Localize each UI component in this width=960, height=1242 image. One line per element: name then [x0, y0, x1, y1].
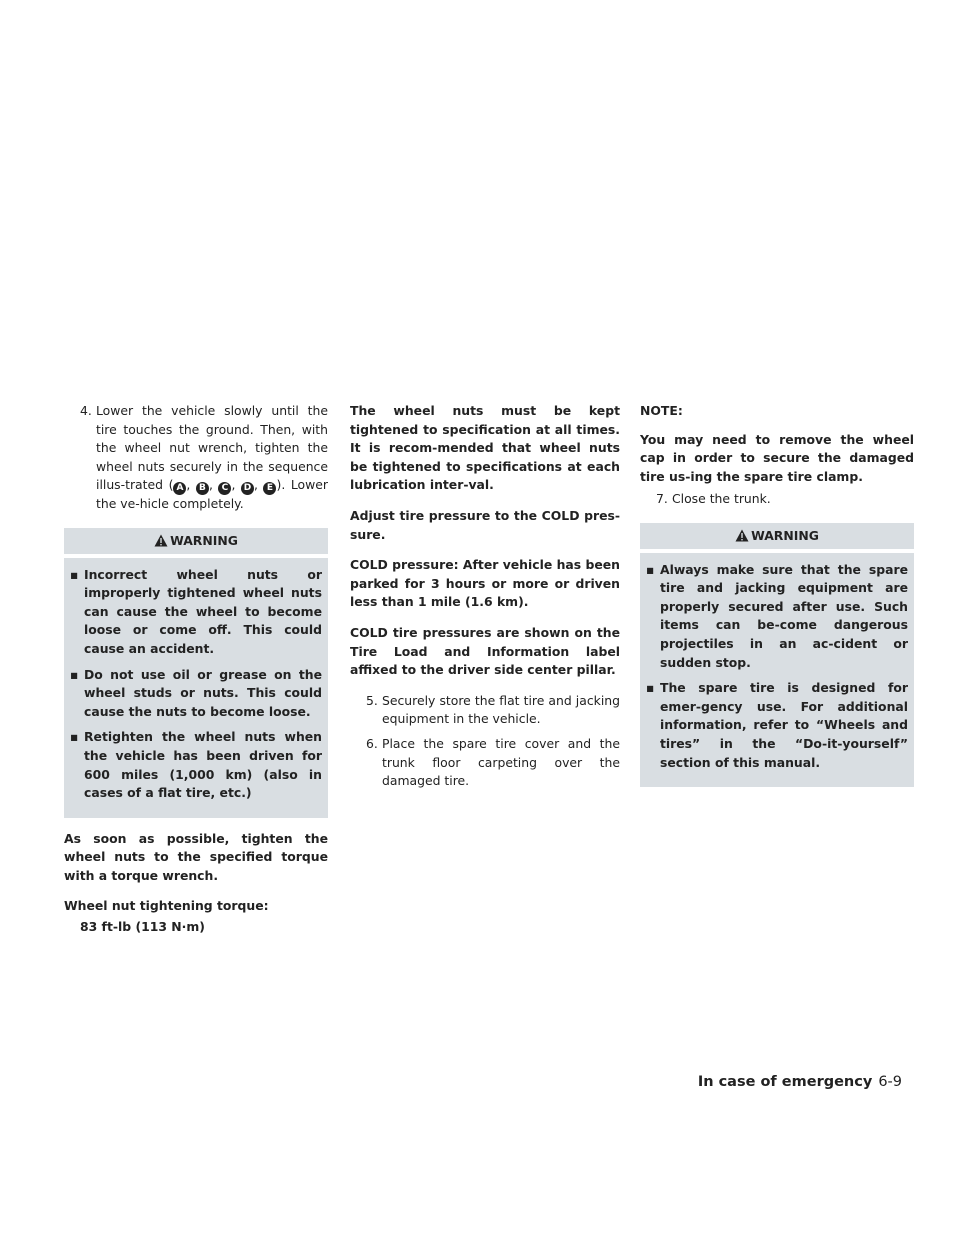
paragraph-tightened: The wheel nuts must be kept tightened to specification at all times. It is recom-mended that wheel nuts be tightened to specifications at each lubrication inter-val.	[350, 403, 620, 493]
step-text-a: Lower the vehicle slowly until the tire touches the ground. Then, with the wheel nut wrench, tighten the wheel nuts securely in the sequence illus-trated (	[96, 403, 328, 493]
torque-label: Wheel nut tightening torque:	[64, 898, 269, 914]
paragraph-cold-label: COLD tire pressures are shown on the Tire Load and Information label affixed to the driver side center pillar.	[350, 624, 620, 678]
column-2	[350, 402, 620, 797]
warning-item: ▪ Do not use oil or grease on the wheel studs or nuts. This could cause the nuts to become loose.	[70, 666, 322, 719]
warning-item: ▪ Incorrect wheel nuts or improperly tightened wheel nuts can cause the wheel to become loose or come off. This could cause an accident.	[70, 566, 322, 656]
warning-heading: WARNING	[640, 523, 914, 553]
torque-value: 83 ft-lb (113 N·m)	[80, 919, 205, 935]
step-5: 5. Securely store the flat tire and jacking equipment in the vehicle.	[366, 692, 620, 727]
warning-item: ▪ The spare tire is designed for emer-gency use. For additional information, refer to “Wheels and tires” in the “Do-it-yourself” section of this manual.	[646, 680, 908, 770]
warning-triangle-icon	[154, 534, 168, 547]
marker-b-icon: B	[196, 482, 209, 495]
step-number: 4.	[80, 403, 92, 418]
torque-paragraph: As soon as possible, tighten the wheel nuts to the specified torque with a torque wrench.	[64, 830, 328, 883]
marker-e-icon: E	[263, 482, 276, 495]
warning-item: ▪ Always make sure that the spare tire and jacking equipment are properly secured after use. Such items can be-come dangerous projectiles in an ac-cident or sudden stop.	[646, 561, 908, 670]
marker-c-icon: C	[218, 482, 231, 495]
step-6: 6. Place the spare tire cover and the trunk floor carpeting over the damaged tire.	[366, 735, 620, 789]
marker-d-icon: D	[241, 482, 254, 495]
paragraph-adjust-pressure: Adjust tire pressure to the COLD pres-sure.	[350, 507, 620, 542]
marker-a-icon: A	[173, 482, 186, 495]
page-number: 6-9	[878, 1074, 902, 1090]
note-text: You may need to remove the wheel cap in order to secure the damaged tire us-ing the spare tire clamp.	[640, 431, 914, 484]
warning-item: ▪ Retighten the wheel nuts when the vehicle has been driven for 600 miles (1,000 km) (also in cases of a flat tire, etc.)	[70, 729, 322, 801]
warning-triangle-icon	[735, 529, 749, 542]
warning-heading: WARNING	[64, 528, 328, 558]
column-1	[64, 402, 328, 949]
warning-box-1	[64, 528, 328, 818]
page-footer	[698, 1074, 902, 1090]
step-text-b: ). Lower the ve-hicle completely.	[96, 477, 328, 512]
column-3	[640, 402, 914, 799]
paragraph-cold-pressure: COLD pressure: After vehicle has been parked for 3 hours or more or driven less than 1 mile (1.6 km).	[350, 557, 620, 610]
step-4: 4. Lower the vehicle slowly until the tire touches the ground. Then, with the wheel nut wrench, tighten the wheel nuts securely in the sequence illus-trated ( A , B , C , D , E ). Lower the ve-hicle completely.	[80, 403, 328, 512]
section-title: In case of emergency	[697, 1074, 873, 1090]
warning-box-2	[640, 523, 914, 787]
note-label: NOTE:	[640, 403, 683, 418]
step-7: 7. Close the trunk.	[656, 491, 771, 507]
